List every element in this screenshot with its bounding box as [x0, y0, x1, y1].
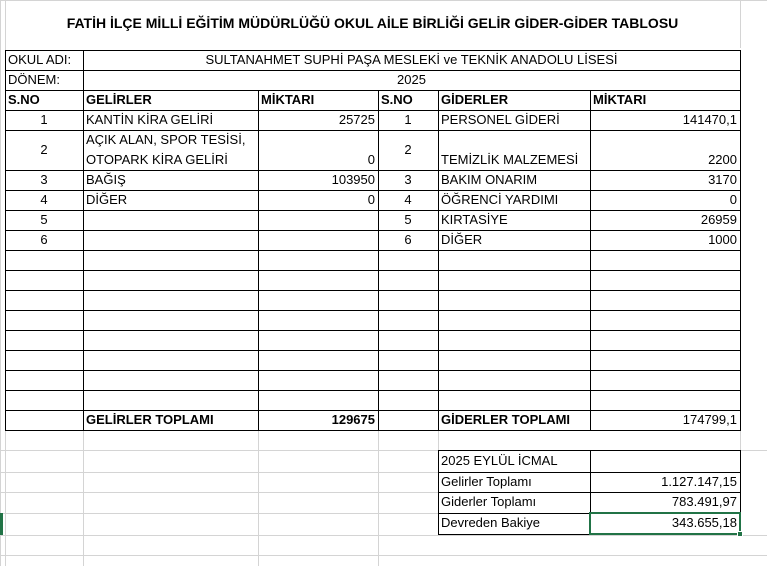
income-name[interactable]: KANTİN KİRA GELİRİ — [86, 112, 214, 127]
border — [5, 270, 741, 271]
summary-label[interactable]: Giderler Toplamı — [441, 494, 537, 509]
border — [740, 50, 741, 430]
header-sno[interactable]: S.NO — [8, 92, 40, 107]
border — [5, 250, 741, 251]
income-amount[interactable]: 0 — [367, 152, 375, 167]
expense-no[interactable]: 5 — [404, 212, 412, 227]
expense-no[interactable]: 4 — [404, 192, 412, 207]
header-amount[interactable]: MİKTARI — [261, 92, 315, 107]
income-total-label[interactable]: GELİRLER TOPLAMI — [86, 412, 214, 427]
income-no[interactable]: 4 — [40, 192, 48, 207]
border — [590, 90, 591, 430]
expense-amount[interactable]: 0 — [729, 192, 737, 207]
border — [5, 430, 741, 431]
expense-no[interactable]: 6 — [404, 232, 412, 247]
expense-total-value[interactable]: 174799,1 — [682, 412, 737, 427]
expense-amount[interactable]: 2200 — [708, 152, 737, 167]
fill-handle[interactable] — [737, 531, 743, 537]
border — [258, 90, 259, 430]
income-amount[interactable]: 103950 — [331, 172, 375, 187]
expense-amount[interactable]: 141470,1 — [682, 112, 737, 127]
school-label[interactable]: OKUL ADI: — [8, 52, 72, 67]
expense-amount[interactable]: 1000 — [708, 232, 737, 247]
summary-value[interactable]: 1.127.147,15 — [661, 474, 737, 489]
income-no[interactable]: 6 — [40, 232, 48, 247]
active-row-indicator — [0, 513, 3, 535]
income-name-line2[interactable]: OTOPARK KİRA GELİRİ — [86, 152, 228, 167]
table-title[interactable]: FATİH İLÇE MİLLİ EĞİTİM MÜDÜRLÜĞÜ OKUL AİLE BİRLİĞİ GELİR GİDER-GİDER TABLOSU — [66, 15, 679, 31]
income-name-line1[interactable]: AÇIK ALAN, SPOR TESİSİ, — [86, 132, 246, 147]
expense-name[interactable]: PERSONEL GİDERİ — [441, 112, 560, 127]
income-amount[interactable]: 0 — [367, 192, 375, 207]
income-no[interactable]: 5 — [40, 212, 48, 227]
income-no[interactable]: 2 — [40, 142, 48, 157]
border — [5, 350, 741, 351]
gridline — [0, 513, 438, 514]
period-value[interactable]: 2025 — [397, 72, 426, 87]
summary-label[interactable]: Gelirler Toplamı — [441, 474, 532, 489]
income-no[interactable]: 3 — [40, 172, 48, 187]
summary-value[interactable]: 783.491,97 — [671, 494, 737, 509]
border — [438, 90, 439, 430]
header-amount-2[interactable]: MİKTARI — [593, 92, 647, 107]
income-total-value[interactable]: 129675 — [331, 412, 375, 427]
period-label[interactable]: DÖNEM: — [8, 72, 60, 87]
school-name[interactable]: SULTANAHMET SUPHİ PAŞA MESLEKİ ve TEKNİK ANADOLU LİSESİ — [205, 52, 618, 67]
gridline — [0, 492, 438, 493]
gridline — [0, 472, 438, 473]
border — [5, 370, 741, 371]
gridline — [740, 430, 741, 450]
border — [5, 390, 741, 391]
expense-amount[interactable]: 3170 — [708, 172, 737, 187]
expense-name[interactable]: ÖĞRENCİ YARDIMI — [441, 192, 559, 207]
selected-cell-outline[interactable] — [589, 512, 741, 535]
expense-name[interactable]: BAKIM ONARIM — [441, 172, 538, 187]
expense-no[interactable]: 3 — [404, 172, 412, 187]
header-sno-2[interactable]: S.NO — [381, 92, 413, 107]
gridline — [0, 535, 767, 536]
border — [5, 290, 741, 291]
border — [5, 330, 741, 331]
income-amount[interactable]: 25725 — [338, 112, 375, 127]
gridline — [740, 0, 741, 48]
gridline — [0, 555, 767, 556]
expense-total-label[interactable]: GİDERLER TOPLAMI — [441, 412, 571, 427]
expense-no[interactable]: 2 — [404, 142, 412, 157]
border — [5, 310, 741, 311]
income-no[interactable]: 1 — [40, 112, 48, 127]
expense-no[interactable]: 1 — [404, 112, 412, 127]
expense-amount[interactable]: 26959 — [700, 212, 737, 227]
income-name[interactable]: BAĞIŞ — [86, 172, 126, 187]
gridline — [438, 430, 439, 450]
expense-name[interactable]: TEMİZLİK MALZEMESİ — [441, 152, 579, 167]
header-expense[interactable]: GİDERLER — [441, 92, 509, 107]
summary-title[interactable]: 2025 EYLÜL İCMAL — [441, 453, 558, 468]
summary-value[interactable]: 343.655,18 — [671, 515, 737, 530]
income-name[interactable]: DİĞER — [86, 192, 128, 207]
summary-label[interactable]: Devreden Bakiye — [441, 515, 540, 530]
expense-name[interactable]: DİĞER — [441, 232, 483, 247]
expense-name[interactable]: KIRTASİYE — [441, 212, 508, 227]
header-income[interactable]: GELİRLER — [86, 92, 152, 107]
